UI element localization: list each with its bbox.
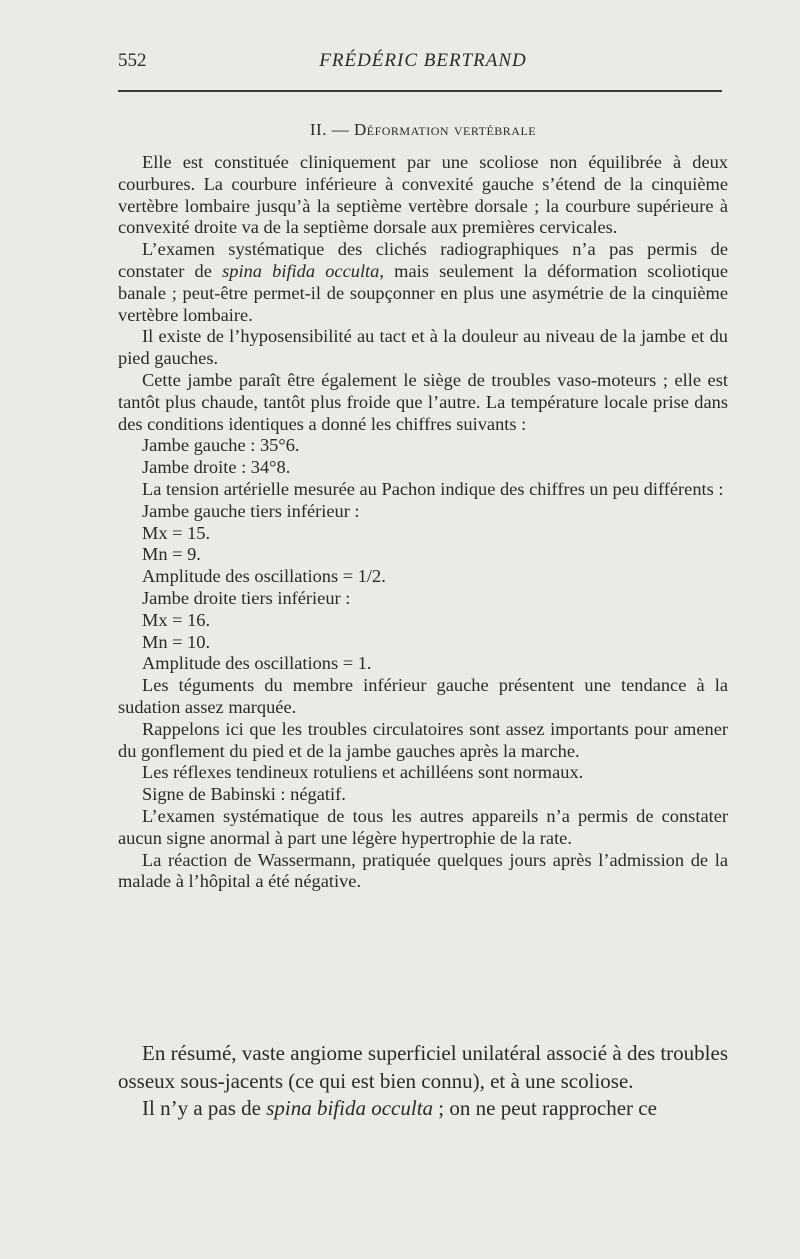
summary-text	[118, 1040, 728, 1123]
paragraph: Signe de Babinski : négatif.	[142, 784, 346, 805]
measurement-line: Mn = 10.	[142, 631, 211, 652]
measurement-line: Mx = 15.	[142, 522, 211, 543]
measurement-line: Amplitude des oscillations = 1.	[142, 653, 372, 674]
running-title: FRÉDÉRIC BERTRAND	[319, 50, 527, 71]
paragraph: Les réflexes tendineux rotuliens et achilléens sont normaux.	[142, 762, 584, 783]
paragraph: Cette jambe paraît être également le siège de troubles vaso-moteurs ; elle est tantôt plus chaude, tantôt plus froide que l’autre. La température locale prise dans des conditions identiques a donné les chiffres suivants :	[118, 369, 728, 434]
paragraph: Elle est constituée cliniquement par une scoliose non équilibrée à deux courbures. La courbure inférieure à convexité gauche s’étend de la cinquième vertèbre lombaire jusqu’à la septième vertèbre dorsale ; la courbure supérieure à convexité droite va de la septième dorsale aux premières cervicales.	[118, 152, 728, 238]
page-header	[118, 50, 728, 74]
measurement-line: Amplitude des oscillations = 1/2.	[142, 566, 386, 587]
measurement-line: Jambe gauche : 35°6.	[142, 435, 300, 456]
paragraph: L’examen systématique des clichés radiographiques n’a pas permis de constater de spina bifida occulta, mais seulement la déformation scoliotique banale ; peut-être permet-il de soupçonner en plus une asymétrie de la cinquième vertèbre lombaire.	[118, 239, 729, 325]
section-title: Déformation vertébrale	[353, 120, 537, 139]
summary-paragraph: En résumé, vaste angiome superficiel unilatéral associé à des troubles osseux sous-jacents (ce qui est bien connu), et à une scoliose.	[118, 1041, 728, 1093]
header-rule	[118, 90, 722, 92]
body-text	[118, 152, 728, 893]
italic-term: spina bifida occulta	[222, 260, 380, 281]
italic-term: spina bifida occulta	[266, 1096, 434, 1120]
page-number: 552	[118, 50, 147, 71]
paragraph: La réaction de Wassermann, pratiquée quelques jours après l’admission de la malade à l’hôpital a été négative.	[118, 849, 728, 892]
paragraph: Il existe de l’hyposensibilité au tact et à la douleur au niveau de la jambe et du pied gauches.	[118, 326, 728, 369]
measurement-line: Mx = 16.	[142, 609, 211, 630]
paragraph: Rappelons ici que les troubles circulatoires sont assez importants pour amener du gonflement du pied et de la jambe gauches après la marche.	[118, 718, 728, 761]
measurement-line: Mn = 9.	[142, 544, 201, 565]
paragraph: L’examen systématique de tous les autres appareils n’a permis de constater aucun signe anormal à part une légère hypertrophie de la rate.	[118, 805, 728, 848]
measurement-line: Jambe droite : 34°8.	[142, 457, 291, 478]
measurement-line: Jambe gauche tiers inférieur :	[142, 500, 360, 521]
section-heading	[118, 120, 728, 140]
summary-paragraph: Il n’y a pas de spina bifida occulta ; on ne peut rapprocher ce	[142, 1096, 657, 1120]
measurement-line: Jambe droite tiers inférieur :	[142, 587, 351, 608]
paragraph: Les téguments du membre inférieur gauche présentent une tendance à la sudation assez marquée.	[118, 675, 728, 717]
section-number: II. —	[309, 120, 354, 139]
paragraph: La tension artérielle mesurée au Pachon indique des chiffres un peu différents :	[142, 478, 724, 499]
